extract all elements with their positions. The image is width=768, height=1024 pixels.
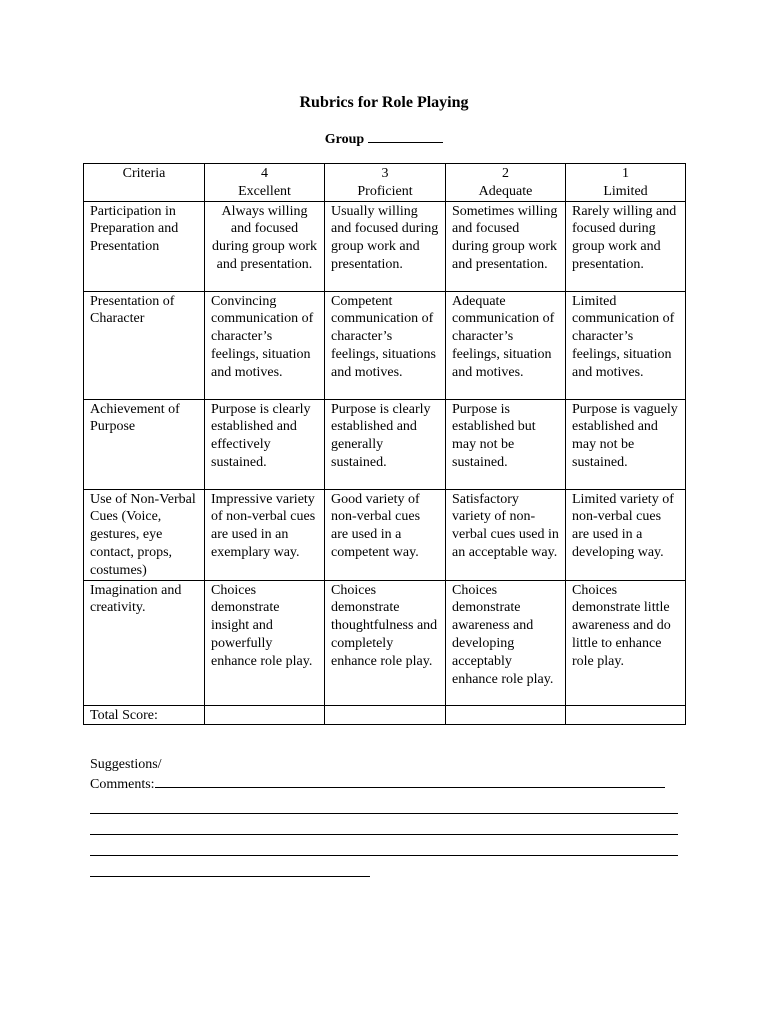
total-score-cell[interactable] <box>205 705 325 725</box>
criteria-cell: Presentation of Character <box>84 291 205 399</box>
table-row <box>84 291 686 399</box>
rating-cell: Impressive variety of non-verbal cues are used in an exemplary way. <box>205 489 325 580</box>
comment-blank-line[interactable] <box>90 876 370 877</box>
criteria-cell: Use of Non-Verbal Cues (Voice, gestures, eye contact, props, costumes) <box>84 489 205 580</box>
header-adequate: 2 Adequate <box>446 164 566 202</box>
rating-cell: Choices demonstrate thoughtfulness and completely enhance role play. <box>325 580 446 705</box>
comment-blank-line[interactable] <box>90 813 678 814</box>
rating-cell: Adequate communication of character’s feelings, situation and motives. <box>446 291 566 399</box>
comment-blank-line[interactable] <box>90 855 678 856</box>
table-row <box>84 580 686 705</box>
rating-cell: Limited communication of character’s feelings, situation and motives. <box>566 291 686 399</box>
total-score-cell[interactable] <box>566 705 686 725</box>
header-proficient: 3 Proficient <box>325 164 446 202</box>
table-row <box>84 489 686 580</box>
rating-cell: Good variety of non-verbal cues are used in a competent way. <box>325 489 446 580</box>
rubric-table <box>83 163 686 725</box>
total-score-row <box>84 705 686 725</box>
rating-cell: Competent communication of character’s feelings, situations and motives. <box>325 291 446 399</box>
rating-cell: Purpose is clearly established and effectively sustained. <box>205 399 325 489</box>
rating-cell: Purpose is established but may not be sustained. <box>446 399 566 489</box>
criteria-cell: Participation in Preparation and Presentation <box>84 201 205 291</box>
comments-label: Comments: <box>90 777 155 792</box>
comments-first-line <box>90 775 690 795</box>
group-blank-line[interactable] <box>368 130 443 143</box>
rating-cell: Purpose is vaguely established and may not be sustained. <box>566 399 686 489</box>
header-criteria: Criteria <box>84 164 205 202</box>
table-row <box>84 399 686 489</box>
table-row <box>84 201 686 291</box>
rating-cell: Choices demonstrate insight and powerfully enhance role play. <box>205 580 325 705</box>
rating-cell: Rarely willing and focused during group work and presentation. <box>566 201 686 291</box>
criteria-cell: Achievement of Purpose <box>84 399 205 489</box>
comments-section <box>90 755 690 877</box>
rating-cell: Always willing and focused during group work and presentation. <box>205 201 325 291</box>
header-limited: 1 Limited <box>566 164 686 202</box>
comment-blank-line[interactable] <box>90 834 678 835</box>
group-label: Group <box>324 132 365 147</box>
rating-cell: Sometimes willing and focused during group work and presentation. <box>446 201 566 291</box>
rating-cell: Choices demonstrate awareness and developing acceptably enhance role play. <box>446 580 566 705</box>
total-score-cell[interactable] <box>446 705 566 725</box>
rating-cell: Convincing communication of character’s feelings, situation and motives. <box>205 291 325 399</box>
comment-blank-line[interactable] <box>155 775 665 788</box>
document-title: Rubrics for Role Playing <box>299 94 469 111</box>
rating-cell: Choices demonstrate little awareness and do little to enhance role play. <box>566 580 686 705</box>
header-excellent: 4 Excellent <box>205 164 325 202</box>
rating-cell: Usually willing and focused during group work and presentation. <box>325 201 446 291</box>
suggestions-label: Suggestions/ <box>90 757 162 772</box>
group-field <box>0 130 768 148</box>
header-row <box>84 164 686 202</box>
rating-cell: Limited variety of non-verbal cues are used in a developing way. <box>566 489 686 580</box>
total-score-label: Total Score: <box>84 705 205 725</box>
total-score-cell[interactable] <box>325 705 446 725</box>
rating-cell: Purpose is clearly established and generally sustained. <box>325 399 446 489</box>
criteria-cell: Imagination and creativity. <box>84 580 205 705</box>
rating-cell: Satisfactory variety of non-verbal cues used in an acceptable way. <box>446 489 566 580</box>
